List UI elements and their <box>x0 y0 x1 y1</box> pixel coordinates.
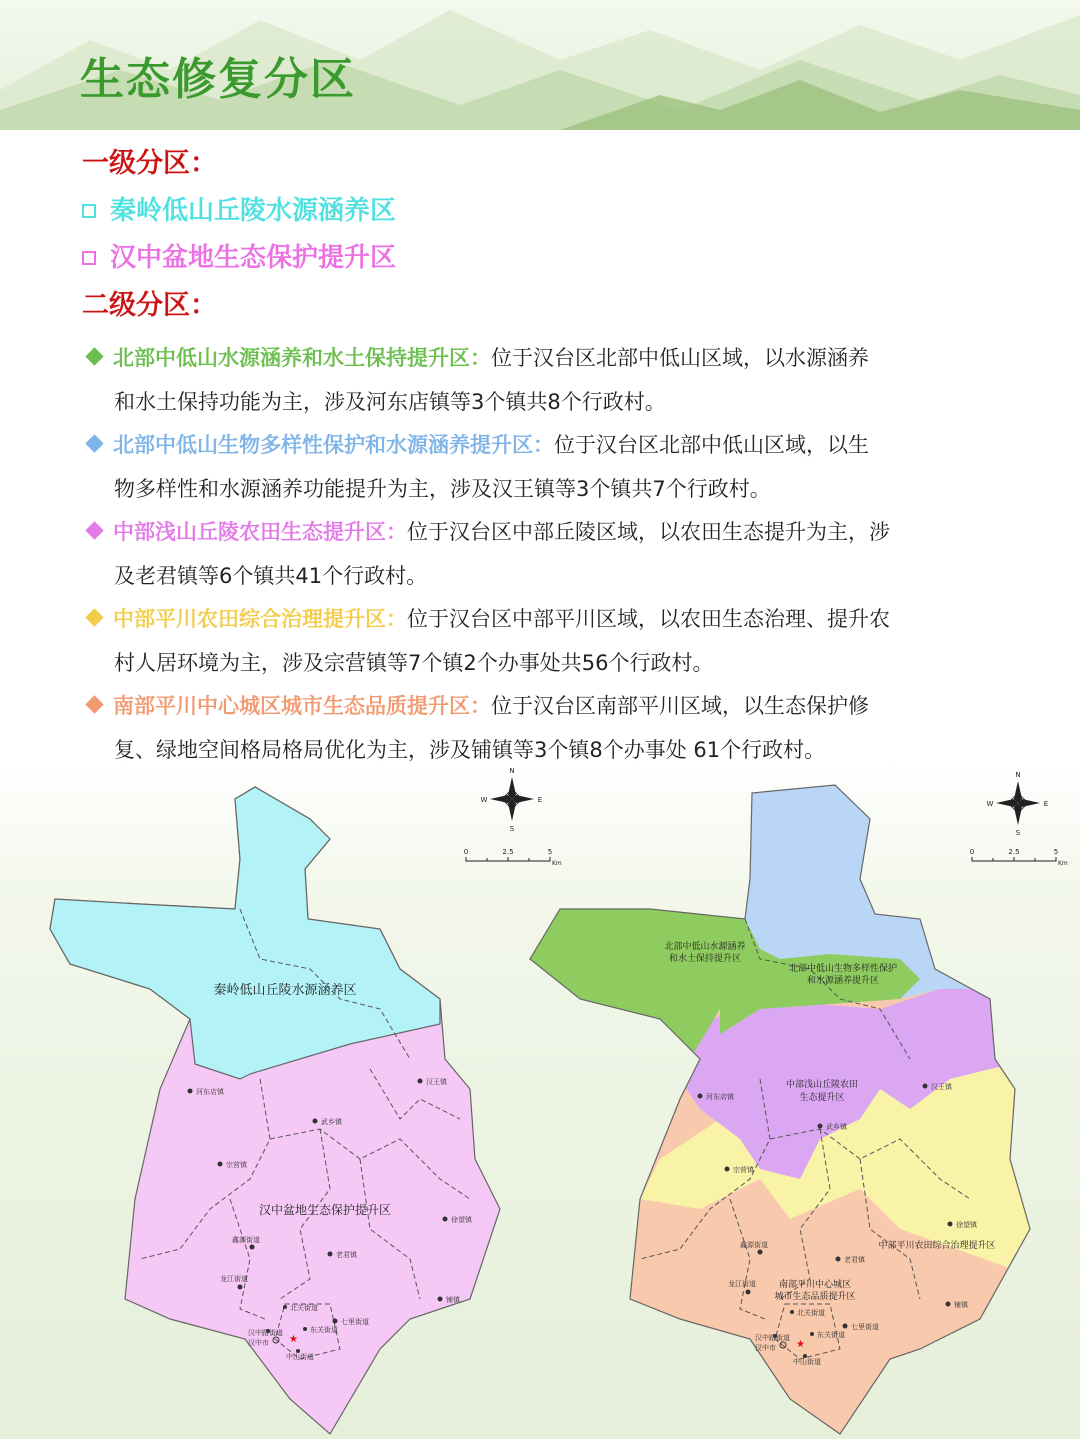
svg-text:中山街道: 中山街道 <box>286 1353 314 1361</box>
svg-text:鑫源街道: 鑫源街道 <box>232 1236 260 1244</box>
town-hanzhonglu <box>248 1328 283 1337</box>
level2-item-3: 中部浅山丘陵农田生态提升区：位于汉台区中部丘陵区域，以农田生态提升为主，涉 及老君镇等6个镇共41个行政村。 <box>82 510 1012 598</box>
svg-text:0: 0 <box>969 848 975 856</box>
svg-text:汉中市: 汉中市 <box>755 1344 776 1352</box>
svg-text:徐望镇: 徐望镇 <box>956 1221 977 1229</box>
level1-heading: 一级分区： <box>82 148 217 179</box>
svg-text:河东店镇: 河东店镇 <box>196 1088 224 1096</box>
diamond-icon <box>85 434 103 452</box>
svg-text:汉王镇: 汉王镇 <box>931 1083 952 1091</box>
label-central-hills-1: 中部浅山丘陵农田 <box>785 1080 859 1090</box>
svg-text:N: N <box>509 767 515 775</box>
label-central-hills-2: 生态提升区 <box>799 1093 845 1103</box>
star-icon: ★ <box>289 1334 298 1345</box>
svg-text:0: 0 <box>463 848 469 856</box>
svg-text:S: S <box>1015 829 1021 837</box>
diamond-icon <box>85 347 103 365</box>
level2-item-2: 北部中低山生物多样性保护和水源涵养提升区：位于汉台区北部中低山区域，以生 物多样性和水源涵养功能提升为主，涉及汉王镇等3个镇共7个行政村。 <box>82 423 1012 511</box>
svg-text:老君镇: 老君镇 <box>844 1256 865 1264</box>
svg-text:S: S <box>509 825 515 833</box>
svg-text:汉中路街道: 汉中路街道 <box>248 1329 283 1337</box>
svg-text:宗营镇: 宗营镇 <box>226 1161 247 1169</box>
label-north-water-2: 和水土保持提升区 <box>668 954 742 964</box>
level2-item-4: 中部平川农田综合治理提升区：位于汉台区中部平川区域，以农田生态治理、提升农 村人居环境为主，涉及宗营镇等7个镇2个办事处共56个行政村。 <box>82 597 1012 685</box>
svg-text:汉中路街道: 汉中路街道 <box>755 1334 790 1342</box>
svg-text:E: E <box>537 796 543 804</box>
svg-text:东关街道: 东关街道 <box>817 1331 845 1339</box>
svg-text:七里街道: 七里街道 <box>341 1318 369 1326</box>
compass-right <box>987 771 1049 837</box>
label-central-plain: 中部平川农田综合治理提升区 <box>878 1241 996 1251</box>
svg-text:龙江街道: 龙江街道 <box>728 1280 756 1288</box>
svg-text:2.5: 2.5 <box>502 848 514 856</box>
checkbox-square-icon <box>82 251 96 265</box>
svg-text:鑫源街道: 鑫源街道 <box>740 1241 768 1249</box>
svg-text:武乡镇: 武乡镇 <box>321 1118 342 1126</box>
label-north-bio-2: 和水源涵养提升区 <box>806 976 880 986</box>
svg-text:河东店镇: 河东店镇 <box>706 1093 734 1101</box>
level2-heading: 二级分区： <box>82 290 217 321</box>
label-qinling: 秦岭低山丘陵水源涵养区 <box>213 983 357 998</box>
diamond-icon <box>85 521 103 539</box>
star-icon: ★ <box>796 1339 805 1350</box>
header-banner <box>0 0 1080 130</box>
diamond-icon <box>85 695 103 713</box>
svg-text:5: 5 <box>1053 848 1059 856</box>
label-north-bio-1: 北部中低山生物多样性保护 <box>788 964 898 974</box>
svg-text:北关街道: 北关街道 <box>797 1309 825 1317</box>
svg-text:铺镇: 铺镇 <box>446 1296 460 1304</box>
svg-text:N: N <box>1015 771 1021 779</box>
label-south-city-1: 南部平川中心城区 <box>778 1280 852 1290</box>
svg-text:武乡镇: 武乡镇 <box>826 1123 847 1131</box>
label-hanzhong: 汉中盆地生态保护提升区 <box>258 1203 392 1217</box>
compass-left <box>481 767 543 833</box>
level2-item-5: 南部平川中心城区城市生态品质提升区：位于汉台区南部平川区域，以生态保护修 复、绿地空间格局格局优化为主，涉及铺镇等3个镇8个办事处 61个行政村。 <box>82 684 1012 772</box>
svg-text:北关街道: 北关街道 <box>290 1304 318 1312</box>
svg-text:中山街道: 中山街道 <box>793 1358 821 1366</box>
scale-bar-right <box>970 848 1068 867</box>
svg-text:徐望镇: 徐望镇 <box>451 1216 472 1224</box>
svg-text:龙江街道: 龙江街道 <box>220 1275 248 1283</box>
level2-item-1: 北部中低山水源涵养和水土保持提升区：位于汉台区北部中低山区域，以水源涵养 和水土保持功能为主，涉及河东店镇等3个镇共8个行政村。 <box>82 336 1012 424</box>
diamond-icon <box>85 608 103 626</box>
scale-bar-left <box>464 848 562 867</box>
svg-text:汉中市: 汉中市 <box>248 1339 269 1347</box>
level1-item-qinling: 秦岭低山丘陵水源涵养区 <box>82 196 396 227</box>
svg-text:E: E <box>1043 800 1049 808</box>
svg-text:W: W <box>480 796 488 804</box>
town-hanzhonglu-r <box>755 1333 790 1342</box>
svg-text:老君镇: 老君镇 <box>336 1251 357 1259</box>
level1-item-hanzhong: 汉中盆地生态保护提升区 <box>82 243 396 274</box>
svg-text:Km: Km <box>1058 860 1068 867</box>
svg-text:W: W <box>986 800 994 808</box>
svg-text:2.5: 2.5 <box>1008 848 1020 856</box>
page-title: 生态修复分区 <box>80 54 356 105</box>
svg-text:Km: Km <box>552 860 562 867</box>
label-south-city-2: 城市生态品质提升区 <box>774 1292 856 1302</box>
svg-text:铺镇: 铺镇 <box>954 1301 968 1309</box>
svg-text:汉王镇: 汉王镇 <box>426 1078 447 1086</box>
svg-text:宗营镇: 宗营镇 <box>733 1166 754 1174</box>
svg-text:东关街道: 东关街道 <box>310 1326 338 1334</box>
checkbox-square-icon <box>82 204 96 218</box>
label-north-water-1: 北部中低山水源涵养 <box>664 942 746 952</box>
svg-text:七里街道: 七里街道 <box>851 1323 879 1331</box>
svg-text:5: 5 <box>547 848 553 856</box>
zone-qinling <box>50 787 440 1079</box>
maps-area <box>0 759 1080 1439</box>
